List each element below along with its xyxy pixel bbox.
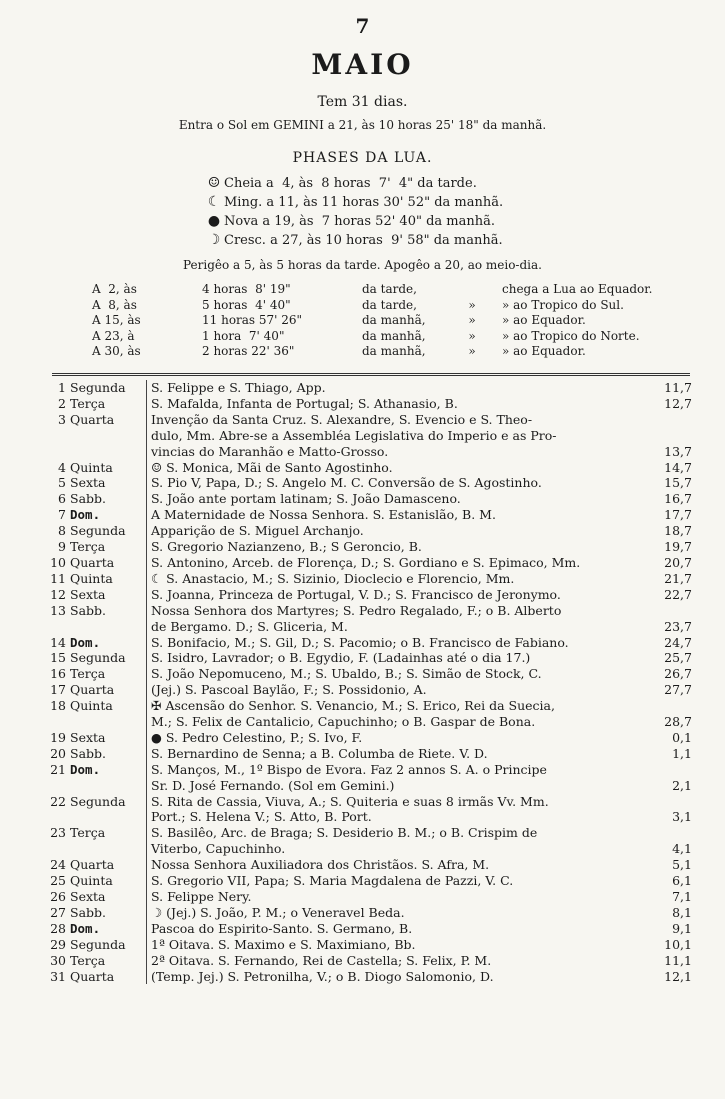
moon-age: 8,1: [672, 904, 692, 920]
saints-line: Nossa Senhora dos Martyres; S. Pedro Regalado, F.; o B. Alberto: [151, 602, 562, 618]
moon-phase-text: Cheia a 4, às 8 horas 7' 4" da tarde.: [224, 176, 477, 191]
moon-age: 13,7: [664, 443, 692, 459]
calendar-row: [44, 682, 692, 698]
saints-entry: [147, 762, 692, 794]
moon-age: 19,7: [664, 539, 692, 555]
calendar-row: [44, 571, 692, 587]
weekday: Segunda: [66, 380, 147, 396]
calendar-table: [44, 380, 692, 984]
calendar-row: [44, 730, 692, 746]
moon-age: 3,1: [672, 809, 692, 825]
saints-line: Invenção da Santa Cruz. S. Alexandre, S. Evencio e S. Theo-: [151, 411, 533, 427]
saints-line: S. Manços, M., 1º Bispo de Evora. Faz 2 annos S. A. o Principe: [151, 761, 547, 777]
saints-line: Pascoa do Espirito-Santo. S. Germano, B.: [151, 920, 413, 936]
saints-line: ● S. Pedro Celestino, P.; S. Ivo, F.: [151, 729, 363, 745]
day-number: 30: [50, 952, 66, 968]
weekday: Sexta: [66, 730, 147, 746]
saints-line: vincias do Maranhão e Matto-Grosso.: [151, 443, 389, 459]
saints-line: S. Bonifacio, M.; S. Gil, D.; S. Pacomio; o B. Francisco de Fabiano.: [151, 634, 569, 650]
saints-line: S. Rita de Cassia, Viuva, A.; S. Quiteria e suas 8 irmãs Vv. Mm.: [151, 793, 549, 809]
saints-line: (Jej.) S. Pascoal Baylão, F.; S. Possidonio, A.: [151, 682, 427, 698]
waxing-moon-icon: ☽: [207, 232, 221, 248]
saints-line: S. Mafalda, Infanta de Portugal; S. Athanasio, B.: [151, 395, 458, 411]
weekday: Quinta: [66, 698, 147, 730]
calendar-row: [44, 635, 692, 651]
saints-entry: [147, 969, 692, 985]
page-number: 7: [355, 14, 370, 38]
sun-entry-note: Entra o Sol em GEMINI a 21, às 10 horas 25' 18" da manhã.: [178, 118, 547, 132]
saints-line: S. Felippe Nery.: [151, 889, 252, 904]
declination-day: A 2, às: [92, 282, 137, 296]
day-number: 22: [50, 793, 66, 809]
saints-entry: [147, 380, 692, 396]
declination-day: A 30, às: [92, 344, 141, 359]
moon-phases-title: PHASES DA LUA.: [292, 150, 433, 166]
weekday: Segunda: [66, 937, 147, 953]
saints-entry: [147, 825, 692, 857]
saints-line: Nossa Senhora Auxiliadora dos Christãos. S. Afra, M.: [151, 857, 490, 873]
ditto-mark: »: [468, 313, 476, 328]
saints-line: Viterbo, Capuchinho.: [151, 841, 286, 857]
day-number: 10: [50, 554, 66, 570]
moon-age: 4,1: [672, 841, 692, 857]
moon-phase-row: [204, 212, 503, 231]
saints-line: ☺ S. Monica, Mãi de Santo Agostinho.: [151, 459, 393, 475]
day-number: 28: [50, 920, 66, 936]
day-number: 31: [50, 968, 66, 984]
saints-entry: [147, 587, 692, 603]
weekday: Quinta: [66, 571, 147, 587]
saints-entry: [147, 921, 692, 937]
declination-row: [92, 344, 653, 360]
moon-age: 6,1: [672, 873, 692, 889]
saints-entry: [147, 650, 692, 666]
saints-line: S. Basilêo, Arc. de Braga; S. Desiderio B. M.; o B. Crispim de: [151, 825, 538, 841]
saints-entry: [147, 603, 692, 635]
calendar-row: [44, 380, 692, 396]
moon-phase-text: Ming. a 11, às 11 horas 30' 52" da manhã.: [224, 195, 504, 210]
moon-age: 5,1: [672, 857, 692, 873]
day-number: 12: [50, 586, 66, 602]
divider: [52, 373, 690, 374]
declination-time: 4 horas 8' 19": [202, 282, 291, 296]
saints-line: Port.; S. Helena V.; S. Atto, B. Port.: [151, 809, 372, 825]
calendar-row: [44, 603, 692, 635]
calendar-row: [44, 905, 692, 921]
day-number: 1: [58, 380, 66, 395]
saints-entry: [147, 937, 692, 953]
day-number: 27: [50, 904, 66, 920]
day-number: 15: [50, 650, 66, 666]
saints-line: S. Bernardino de Senna; a B. Columba de Riete. V. D.: [151, 745, 488, 761]
declination-period: da manhã,: [362, 328, 426, 343]
day-number: 29: [50, 936, 66, 952]
weekday: Sabb.: [66, 603, 147, 635]
day-number: 16: [50, 666, 66, 682]
weekday: Quarta: [66, 412, 147, 460]
declination-row: [92, 282, 653, 298]
saints-line: (Temp. Jej.) S. Petronilha, V.; o B. Diogo Salomonio, D.: [151, 968, 494, 984]
weekday: Quarta: [66, 682, 147, 698]
moon-age: 24,7: [664, 634, 692, 650]
weekday: Terça: [66, 666, 147, 682]
declination-day: A 23, à: [92, 328, 135, 343]
saints-line: 2ª Oitava. S. Fernando, Rei de Castella; S. Felix, P. M.: [151, 952, 492, 968]
saints-entry: [147, 491, 692, 507]
calendar-row: [44, 794, 692, 826]
divider: [52, 375, 690, 376]
moon-age: 0,1: [672, 729, 692, 745]
moon-phase-row: [204, 193, 503, 212]
saints-line: de Bergamo. D.; S. Gliceria, M.: [151, 618, 348, 634]
saints-line: S. João ante portam latinam; S. João Damasceno.: [151, 491, 461, 507]
day-number: 5: [58, 475, 66, 491]
saints-entry: [147, 730, 692, 746]
day-number: 8: [58, 523, 66, 539]
saints-entry: [147, 905, 692, 921]
calendar-row: [44, 921, 692, 937]
day-number: 13: [50, 602, 66, 618]
day-number: 26: [50, 889, 66, 904]
moon-age: 17,7: [664, 507, 692, 523]
saints-entry: [147, 666, 692, 682]
saints-entry: [147, 571, 692, 587]
saints-line: S. Joanna, Princeza de Portugal, V. D.; S. Francisco de Jeronymo.: [151, 586, 561, 602]
moon-age: 27,7: [664, 682, 692, 698]
moon-age: 26,7: [664, 666, 692, 682]
moon-age: 28,7: [664, 714, 692, 730]
moon-age: 22,7: [664, 586, 692, 602]
weekday: Sexta: [66, 889, 147, 905]
weekday: Sexta: [66, 475, 147, 491]
saints-line: ☽ (Jej.) S. João, P. M.; o Veneravel Beda.: [151, 904, 405, 920]
calendar-row: [44, 460, 692, 476]
calendar-row: [44, 889, 692, 905]
moon-age: 23,7: [664, 618, 692, 634]
weekday: Sabb.: [66, 905, 147, 921]
calendar-row: [44, 953, 692, 969]
weekday: Quinta: [66, 873, 147, 889]
saints-line: S. Pio V, Papa, D.; S. Angelo M. C. Conversão de S. Agostinho.: [151, 475, 542, 491]
declination-day: A 8, às: [92, 297, 137, 312]
declination-event: » ao Tropico do Norte.: [502, 328, 640, 343]
declination-row: [92, 313, 653, 329]
moon-age: 7,1: [672, 889, 692, 904]
calendar-row: [44, 698, 692, 730]
day-number: 3: [58, 411, 66, 427]
day-number: 21: [50, 761, 66, 777]
moon-age: 11,1: [664, 952, 692, 968]
saints-line: S. Antonino, Arceb. de Florença, D.; S. Gordiano e S. Epimaco, Mm.: [151, 554, 581, 570]
calendar-row: [44, 555, 692, 571]
weekday: Sexta: [66, 587, 147, 603]
moon-phase-text: Cresc. a 27, às 10 horas 9' 58" da manhã.: [224, 233, 503, 248]
declination-row: [92, 329, 653, 345]
saints-entry: [147, 396, 692, 412]
calendar-row: [44, 475, 692, 491]
declination-day: A 15, às: [92, 313, 141, 328]
calendar-row: [44, 825, 692, 857]
moon-phase-row: [204, 174, 503, 193]
saints-entry: [147, 857, 692, 873]
saints-entry: [147, 539, 692, 555]
declination-time: 5 horas 4' 40": [202, 297, 291, 312]
saints-entry: [147, 475, 692, 491]
saints-line: S. Felippe e S. Thiago, App.: [151, 380, 326, 395]
calendar-row: [44, 650, 692, 666]
day-number: 18: [50, 698, 66, 714]
day-number: 4: [58, 459, 66, 475]
day-number: 2: [58, 395, 66, 411]
weekday: Dom.: [66, 635, 147, 651]
weekday: Quarta: [66, 555, 147, 571]
calendar-row: [44, 523, 692, 539]
moon-age: 10,1: [664, 936, 692, 952]
declination-period: da tarde,: [362, 297, 417, 312]
moon-age: 15,7: [664, 475, 692, 491]
moon-age: 14,7: [664, 459, 692, 475]
saints-line: S. Gregorio Nazianzeno, B.; S Geroncio, B.: [151, 539, 422, 555]
declination-period: da tarde,: [362, 282, 417, 296]
saints-line: S. Gregorio VII, Papa; S. Maria Magdalena de Pazzi, V. C.: [151, 873, 514, 889]
saints-line: M.; S. Felix de Cantalicio, Capuchinho; o B. Gaspar de Bona.: [151, 714, 536, 730]
moon-age: 1,1: [672, 745, 692, 761]
saints-entry: [147, 523, 692, 539]
declination-time: 11 horas 57' 26": [202, 313, 303, 328]
weekday: Terça: [66, 825, 147, 857]
ditto-mark: »: [468, 328, 476, 343]
declination-event: chega a Lua ao Equador.: [502, 282, 653, 296]
declination-period: da manhã,: [362, 313, 426, 328]
day-number: 7: [58, 507, 66, 523]
saints-entry: [147, 953, 692, 969]
saints-entry: [147, 794, 692, 826]
declination-event: » ao Equador.: [502, 344, 586, 359]
weekday: Dom.: [66, 762, 147, 794]
weekday: Segunda: [66, 523, 147, 539]
weekday: Dom.: [66, 507, 147, 523]
saints-line: ✠ Ascensão do Senhor. S. Venancio, M.; S. Erico, Rei da Suecia,: [151, 698, 555, 714]
perigee-apogee-note: Perigêo a 5, às 5 horas da tarde. Apogêo a 20, ao meio-dia.: [183, 258, 542, 272]
moon-age: 16,7: [664, 491, 692, 507]
ditto-mark: »: [468, 344, 476, 359]
moon-phases-list: [204, 174, 503, 250]
day-number: 25: [50, 873, 66, 889]
calendar-row: [44, 857, 692, 873]
waning-moon-icon: ☾: [207, 194, 221, 210]
lunar-declination-table: [92, 282, 653, 360]
calendar-row: [44, 491, 692, 507]
calendar-row: [44, 969, 692, 985]
calendar-row: [44, 396, 692, 412]
moon-age: 21,7: [664, 570, 692, 586]
day-number: 17: [50, 682, 66, 698]
saints-entry: [147, 889, 692, 905]
day-number: 9: [58, 539, 66, 555]
weekday: Terça: [66, 396, 147, 412]
saints-line: A Maternidade de Nossa Senhora. S. Estanislão, B. M.: [151, 507, 496, 523]
saints-line: S. João Nepomuceno, M.; S. Ubaldo, B.; S. Simão de Stock, C.: [151, 666, 542, 682]
moon-age: 2,1: [672, 777, 692, 793]
saints-line: dulo, Mm. Abre-se a Assembléa Legislativa do Imperio e as Pro-: [151, 427, 557, 443]
moon-age: 11,7: [664, 380, 692, 395]
saints-entry: [147, 698, 692, 730]
declination-event: » ao Equador.: [502, 313, 586, 328]
calendar-row: [44, 539, 692, 555]
days-count: Tem 31 dias.: [317, 94, 408, 110]
day-number: 24: [50, 857, 66, 873]
weekday: Sabb.: [66, 746, 147, 762]
moon-age: 25,7: [664, 650, 692, 666]
ditto-mark: »: [468, 297, 476, 312]
calendar-row: [44, 873, 692, 889]
saints-entry: [147, 507, 692, 523]
weekday: Terça: [66, 539, 147, 555]
weekday: Quarta: [66, 969, 147, 985]
calendar-row: [44, 937, 692, 953]
month-title: MAIO: [311, 48, 414, 81]
saints-entry: [147, 635, 692, 651]
day-number: 20: [50, 745, 66, 761]
saints-entry: [147, 555, 692, 571]
moon-age: 9,1: [672, 920, 692, 936]
calendar-row: [44, 762, 692, 794]
moon-age: 12,1: [664, 968, 692, 984]
saints-entry: [147, 746, 692, 762]
moon-age: 18,7: [664, 523, 692, 539]
calendar-row: [44, 412, 692, 460]
weekday: Dom.: [66, 921, 147, 937]
day-number: 6: [58, 491, 66, 507]
saints-line: Sr. D. José Fernando. (Sol em Gemini.): [151, 777, 395, 793]
full-moon-icon: ☺: [207, 175, 221, 191]
declination-period: da manhã,: [362, 344, 426, 359]
calendar-row: [44, 666, 692, 682]
weekday: Quarta: [66, 857, 147, 873]
declination-event: » ao Tropico do Sul.: [502, 297, 624, 312]
declination-time: 2 horas 22' 36": [202, 344, 295, 359]
day-number: 19: [50, 729, 66, 745]
saints-line: 1ª Oitava. S. Maximo e S. Maximiano, Bb.: [151, 936, 416, 952]
day-number: 14: [50, 634, 66, 650]
saints-line: Apparição de S. Miguel Archanjo.: [151, 523, 364, 539]
calendar-row: [44, 746, 692, 762]
saints-line: S. Isidro, Lavrador; o B. Egydio, F. (Ladainhas até o dia 17.): [151, 650, 531, 666]
calendar-row: [44, 587, 692, 603]
weekday: Segunda: [66, 794, 147, 826]
saints-entry: [147, 460, 692, 476]
declination-row: [92, 298, 653, 314]
moon-age: 12,7: [664, 395, 692, 411]
weekday: Sabb.: [66, 491, 147, 507]
moon-phase-text: Nova a 19, às 7 horas 52' 40" da manhã.: [224, 214, 495, 229]
saints-entry: [147, 682, 692, 698]
moon-phase-row: [204, 231, 503, 250]
saints-entry: [147, 412, 692, 460]
new-moon-icon: ●: [207, 213, 221, 229]
day-number: 11: [50, 570, 66, 586]
saints-line: ☾ S. Anastacio, M.; S. Sizinio, Diocleciо e Florencio, Mm.: [151, 570, 515, 586]
calendar-row: [44, 507, 692, 523]
moon-age: 20,7: [664, 554, 692, 570]
declination-time: 1 hora 7' 40": [202, 328, 285, 343]
weekday: Terça: [66, 953, 147, 969]
weekday: Quinta: [66, 460, 147, 476]
saints-entry: [147, 873, 692, 889]
day-number: 23: [50, 825, 66, 841]
weekday: Segunda: [66, 650, 147, 666]
